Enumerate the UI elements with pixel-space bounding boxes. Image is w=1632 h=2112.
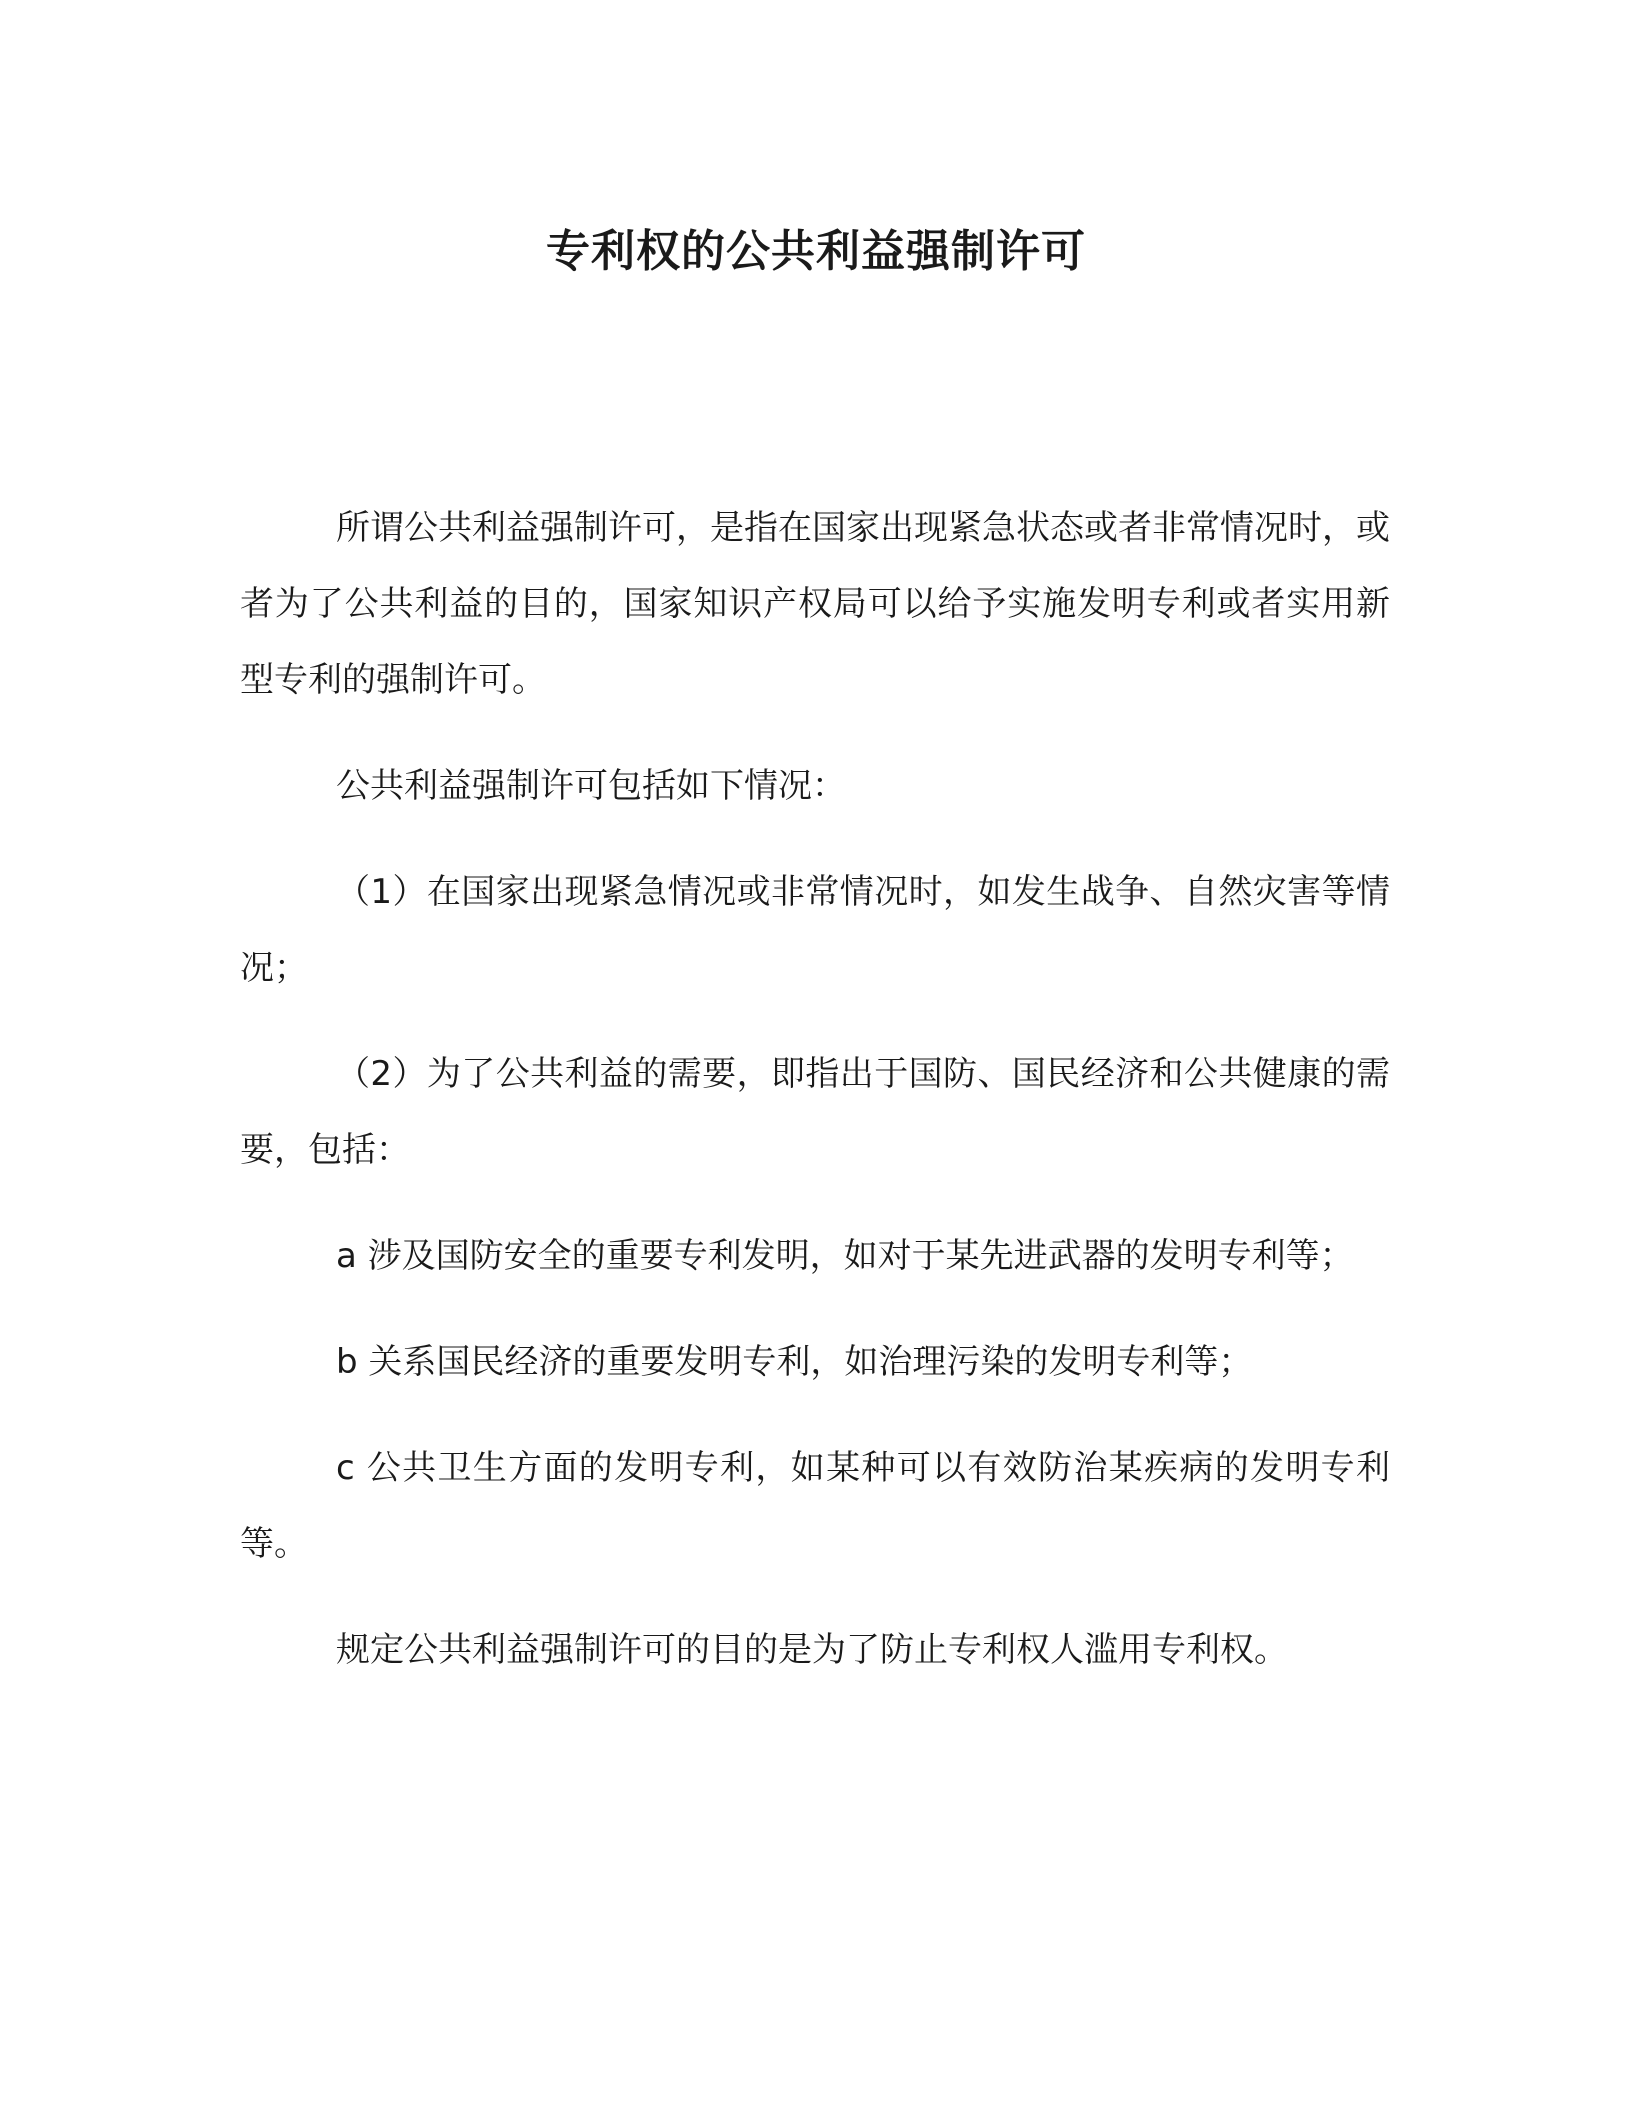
paragraph-purpose: 规定公共利益强制许可的目的是为了防止专利权人滥用专利权。 (336, 1630, 1288, 1670)
paragraph-item-b: b 关系国民经济的重要发明专利，如治理污染的发明专利等； (336, 1342, 1253, 1382)
paragraph-item-c: c 公共卫生方面的发明专利，如某种可以有效防治某疾病的发明专利等。 (240, 1448, 1390, 1564)
paragraph-item-a: a 涉及国防安全的重要专利发明，如对于某先进武器的发明专利等； (336, 1236, 1354, 1276)
paragraph-case-2: （2）为了公共利益的需要，即指出于国防、国民经济和公共健康的需要，包括： (240, 1054, 1390, 1170)
paragraph-case-1: （1）在国家出现紧急情况或非常情况时，如发生战争、自然灾害等情况； (240, 872, 1390, 988)
document-title: 专利权的公共利益强制许可 (546, 226, 1086, 277)
paragraph-definition: 所谓公共利益强制许可，是指在国家出现紧急状态或者非常情况时，或者为了公共利益的目的，国家知识产权局可以给予实施发明专利或者实用新型专利的强制许可。 (240, 508, 1390, 700)
paragraph-cases-intro: 公共利益强制许可包括如下情况： (336, 766, 846, 806)
document-body (240, 490, 1390, 1718)
